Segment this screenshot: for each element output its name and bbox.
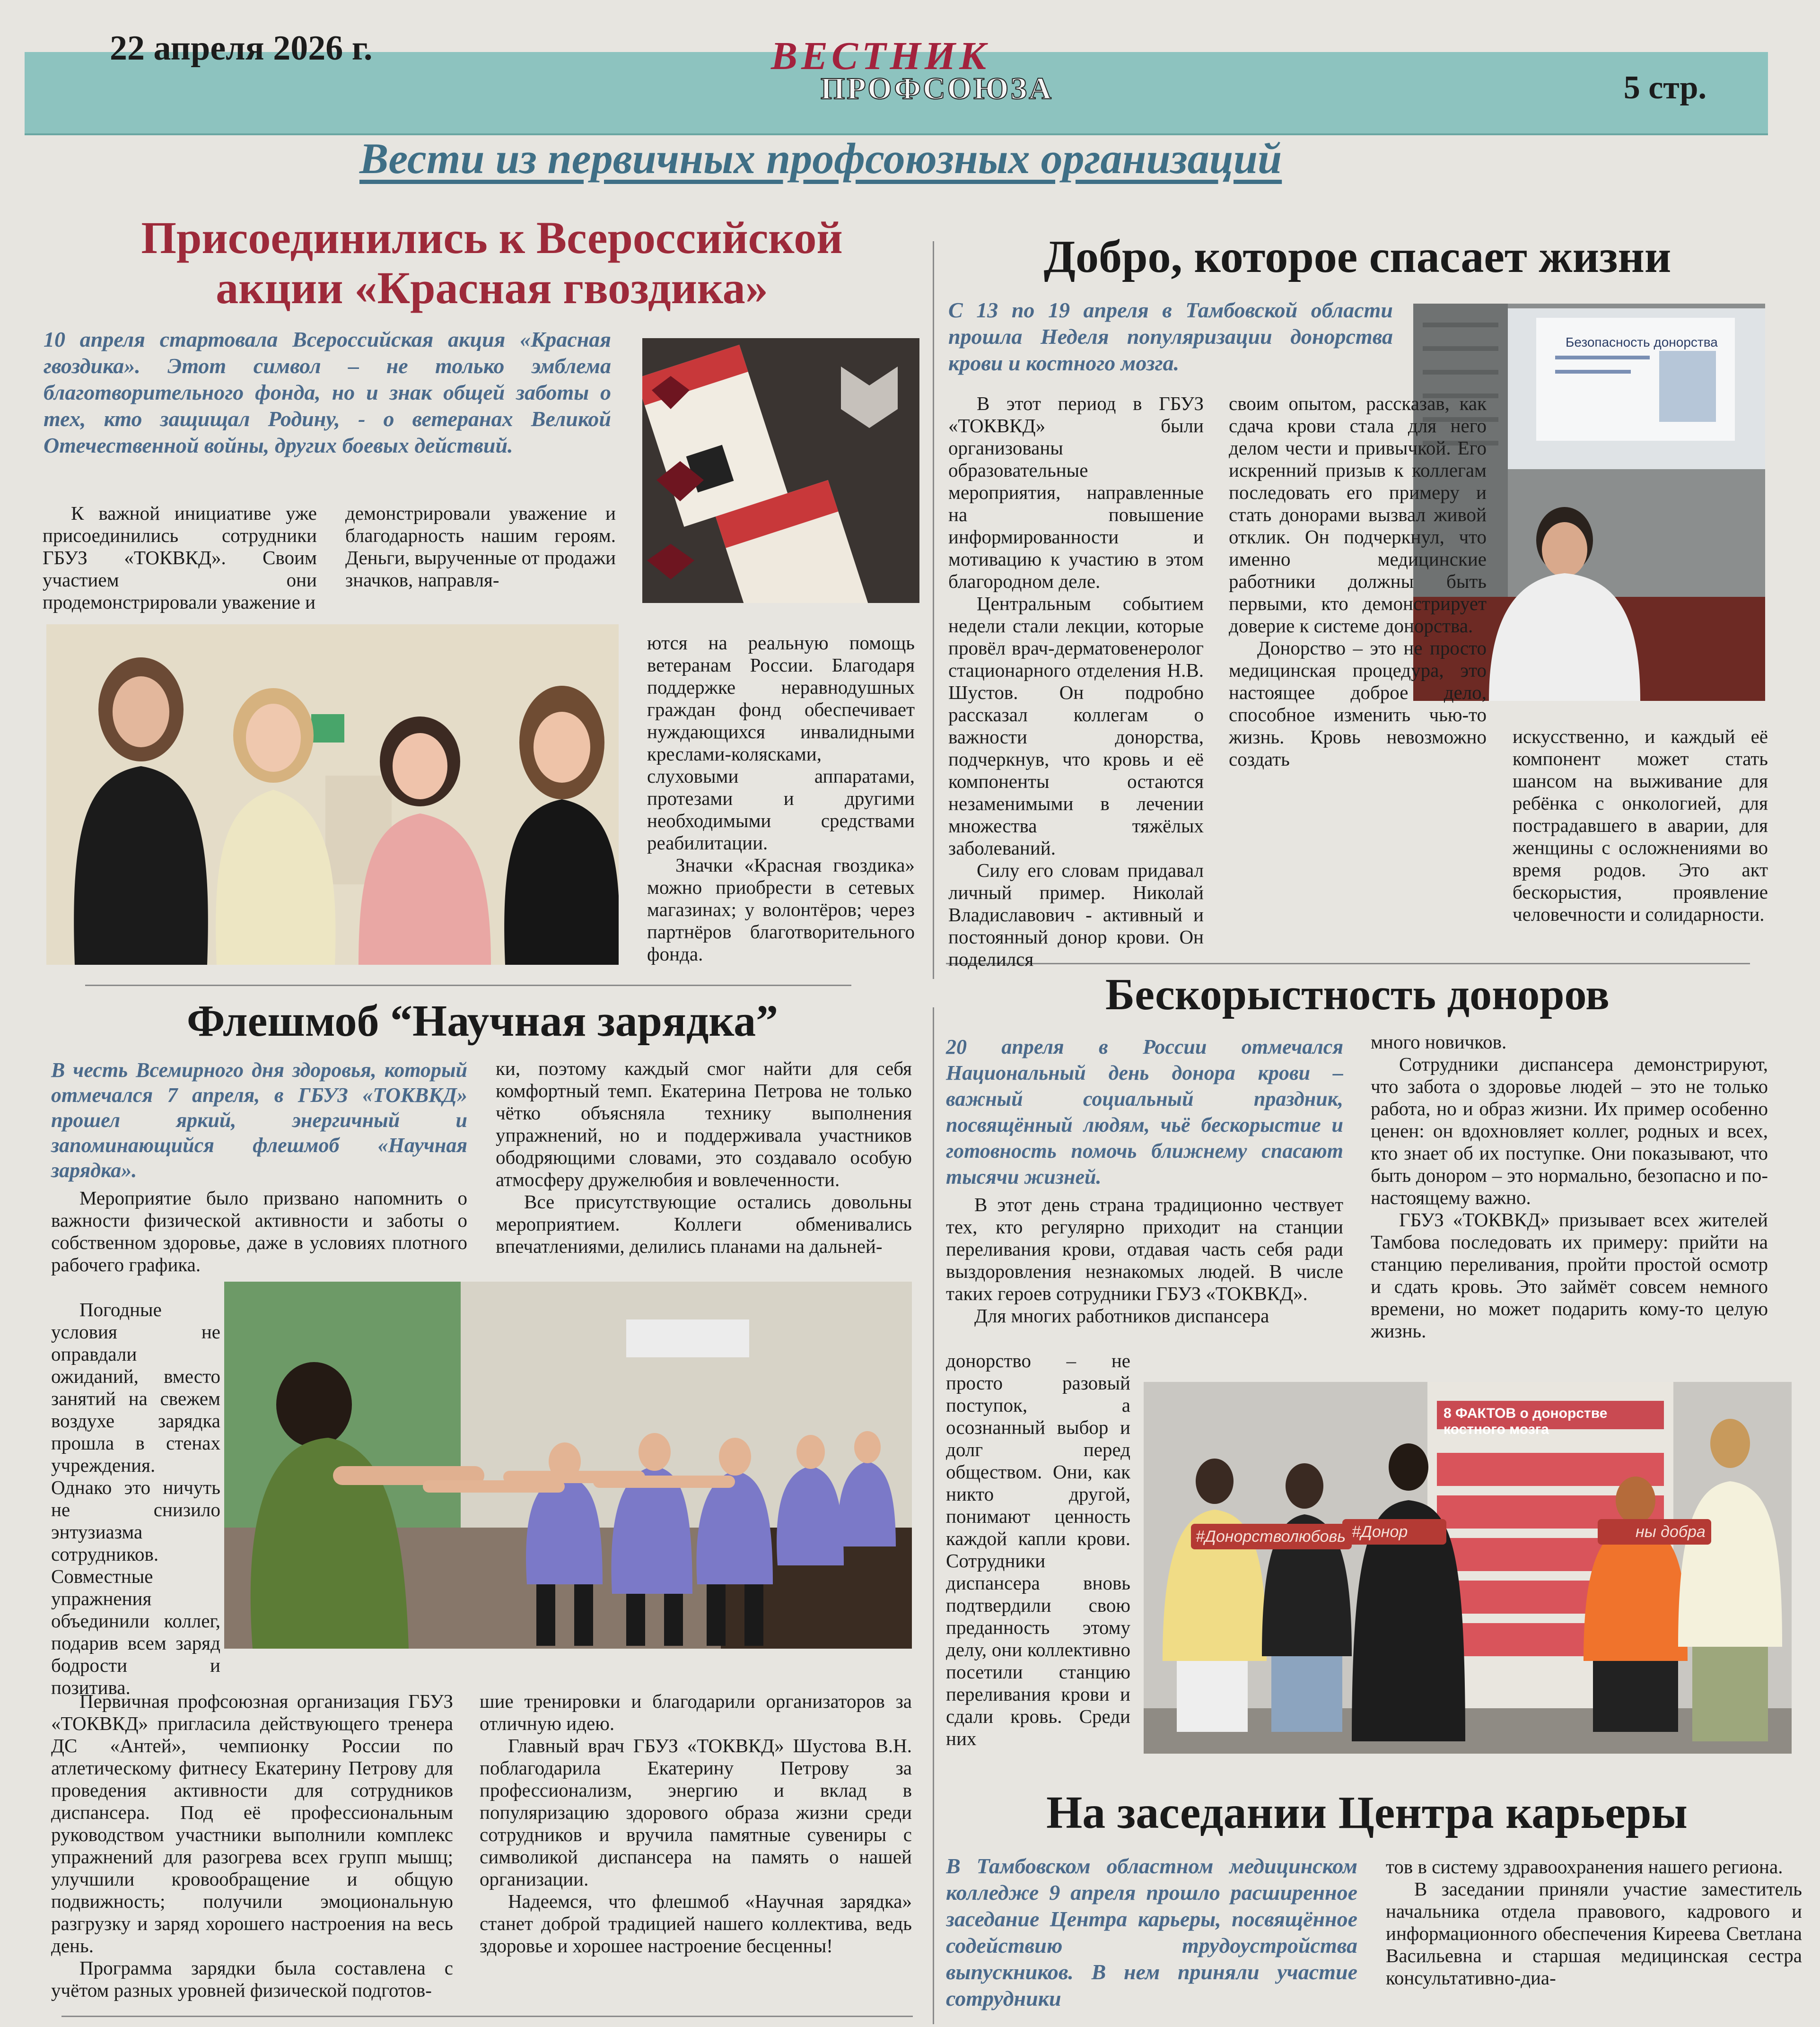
article3-p1: Мероприятие было призвано напомнить о важности физической активности и заботы о собственном здоровье, даже в условиях плотного рабочего графика. — [51, 1187, 467, 1276]
column-divider — [933, 241, 934, 979]
logo-line1: ВЕСТНИК — [771, 34, 990, 78]
slide-title: Безопасность донорства — [1566, 335, 1718, 349]
article4-title: Бескорыстность доноров — [1105, 970, 1610, 1019]
sign-label-3: ны добра — [1636, 1523, 1706, 1541]
section-rule — [61, 2016, 913, 2017]
article4-lead: 20 апреля в России отмечался Национальный день донора крови – важный социальный праздник, посвящённый людям, чьё бескорыстие и готовность помочь ближнему спасают тысячи жизней. — [946, 1035, 1343, 1188]
article3-p3: Первичная профсоюзная организация ГБУЗ «ТОКВКД» пригласила действующего тренера ДС «Антей», чемпионку России по атлетическому фитнесу Екатерину Петрову для проведения активности для сотрудников диспансера. Под её профессиональным руководством участники выполнили комплекс упражнений для разогрева всех групп мышц; улучшили кровообращение и общую подвижность; получили эмоциональную разгрузку и заряд хорошего настроения на весь день. Программа зарядки была составлена с учётом разных уровней физической подготов- — [51, 1690, 453, 2001]
article3-right-top: ки, поэтому каждый смог найти для себя комфортный темп. Екатерина Петрова не только чётко объясняла технику выполнения упражнений, но и поддерживала участников ободряющими словами, это создавало особую атмосферу дружелюбия и вовлеченности. Все присутствующие остались довольны мероприятием. Коллеги обменивались впечатлениями, делились планами на дальней- — [496, 1057, 912, 1257]
photo-donors — [1144, 1382, 1792, 1754]
article1-col3: ются на реальную помощь ветеранам России. Благодаря поддержке неравнодушных граждан фонд обеспечивает нуждающихся инвалидными креслами-колясками, слуховыми аппаратами, протезами и другими необходимыми средствами реабилитации. Значки «Красная гвоздика» можно приобрести в сетевых магазинах; у волонтёров; через партнёров благотворительного фонда. — [647, 632, 915, 965]
sign-label-1: #Донорстволюбовь — [1196, 1528, 1346, 1546]
article3-lead: В честь Всемирного дня здоровья, который отмечался 7 апреля, в ГБУЗ «ТОКВКД» прошел яркий, энергичный и запоминающийся флешмоб «Научная зарядка». — [51, 1058, 467, 1182]
article1-title: Присоединились к Всероссийской акции «Красная гвоздика» — [141, 212, 843, 313]
article4-right: много новичков. Сотрудники диспансера демонстрируют, что забота о здоровье людей – это не только работа, но и образ жизни. Их пример особенно ценен: он вдохновляет коллег, родных и всех, кто знает об их поступке. Они показывают, что быть донором – это нормально, безопасно и по-настоящему важно. ГБУЗ «ТОКВКД» призывает всех жителей Тамбова последовать их примеру: прийти на станцию переливания, пройти простой осмотр и сдать кровь. Это займёт совсем немного времени, но может подарить кому-то целую жизнь. — [1371, 1031, 1768, 1342]
page-number: 5 стр. — [1623, 70, 1706, 106]
article3-p2: Погодные условия не оправдали ожиданий, вместо занятий на свежем воздухе зарядка прошла в стенах учреждения. Однако это ничуть не снизило энтузиазма сотрудников. Совместные упражнения объединили коллег, подарив всем заряд бодрости и позитива. — [51, 1299, 220, 1698]
article1-lead: 10 апреля стартовала Всероссийская акция «Красная гвоздика». Этот символ – не только эмблема благотворительного фонда, но и знак общей заботы о тех, кто защищал Родину, - о ветеранах Великой Отечественной войны, других боевых действий. — [44, 327, 611, 457]
article4-p3: донорство – не просто разовый поступок, а осознанный выбор и долг перед обществом. Они, как никто другой, понимают ценность каждой капли крови. Сотрудники диспансера вновь подтвердили свою преданность этому делу, они коллективно посетили станцию переливания крови и сдали кровь. Среди них — [946, 1350, 1130, 1749]
article3-title: Флешмоб “Научная зарядка” — [186, 996, 779, 1046]
article3-bottom-right: шие тренировки и благодарили организаторов за отличную идею. Главный врач ГБУЗ «ТОКВКД» Шустова В.Н. поблагодарила Екатерину Петрову за профессионализм, энергию и вклад в популяризацию здорового образа жизни среди сотрудников и вручила памятные сувениры с символикой диспансера на память о нашей организации. Надеемся, что флешмоб «Научная зарядка» станет доброй традицией нашего коллектива, ведь здоровье и хорошее настроение бесценны! — [480, 1690, 912, 1957]
logo-line2: ПРОФСОЮЗА — [821, 71, 1053, 106]
article2-lead: С 13 по 19 апреля в Тамбовской области прошла Неделя популяризации донорства крови и костного мозга. — [948, 298, 1393, 375]
article2-title: Добро, которое спасает жизни — [1043, 231, 1671, 282]
article2-col2: своим опытом, рассказав, как сдача крови стала для него делом чести и привычкой. Его искренний призыв к коллегам последовать его примеру и стать донорами вызвал живой отклик. Он подчеркнул, что именно медицинские работники должны быть первыми, кто демонстрирует доверие к системе донорства. Донорство – это не просто медицинская процедура, это настоящее доброе дело, способное изменить чью-то жизнь. Кровь невозможно создать — [1229, 393, 1487, 770]
photo-four-women — [46, 624, 619, 965]
photo-badges — [642, 338, 919, 603]
section-title: Вести из первичных профсоюзных организаций — [359, 134, 1282, 183]
article1-col1: К важной инициативе уже присоединились сотрудники ГБУЗ «ТОКВКД». Своим участием они продемонстрировали уважение и — [43, 502, 317, 613]
column-divider — [933, 1007, 934, 2024]
article2-col3: искусственно, и каждый её компонент может стать шансом на выживание для ребёнка с онкологией, для пострадавшего в аварии, для женщины с осложнениями во время родов. Это акт бескорыстия, проявление человечности и солидарности. — [1513, 725, 1768, 925]
article5-title: На заседании Центра карьеры — [1046, 1787, 1688, 1838]
issue-date: 22 апреля 2026 г. — [110, 29, 373, 68]
sign-label-2: #Донор — [1352, 1523, 1408, 1541]
poster-title: 8 ФАКТОВ о донорстве костного мозга — [1444, 1406, 1608, 1437]
article5-lead: В Тамбовском областном медицинском колледже 9 апреля прошло расширенное заседание Центра карьеры, посвящённое содействию трудоустройства выпускников. В нем приняли участие сотрудники — [946, 1854, 1357, 2010]
section-rule — [85, 985, 851, 986]
article4-p1: В этот день страна традиционно чествует тех, кто регулярно приходит на станции переливания крови, отдавая часть себя ради выздоровления незнакомых людей. В числе таких героев сотрудники ГБУЗ «ТОКВКД». Для многих работников диспансера — [946, 1194, 1343, 1327]
article2-col1: В этот период в ГБУЗ «ТОКВКД» были организованы образовательные мероприятия, направленные на повышение информированности и мотивацию к участию в этом благородном деле. Центральным событием недели стали лекции, которые провёл врач-дерматовенеролог стационарного отделения Н.В. Шустов. Он подробно рассказал коллегам о важности донорства, подчеркнув, что кровь и её компоненты остаются незаменимыми в лечении множества тяжёлых заболеваний. Силу его словам придавал личный пример. Николай Владиславович - активный и постоянный донор крови. Он поделился — [948, 393, 1204, 970]
photo-flashmob — [224, 1282, 912, 1649]
article5-right: тов в систему здравоохранения нашего региона. В заседании приняли участие заместитель начальника отдела правового, кадрового и информационного обеспечения Киреева Светлана Васильевна и старшая медицинская сестра консультативно-диа- — [1386, 1856, 1802, 1989]
article1-col2: демонстрировали уважение и благодарность нашим героям. Деньги, вырученные от продажи значков, направля- — [345, 502, 616, 591]
